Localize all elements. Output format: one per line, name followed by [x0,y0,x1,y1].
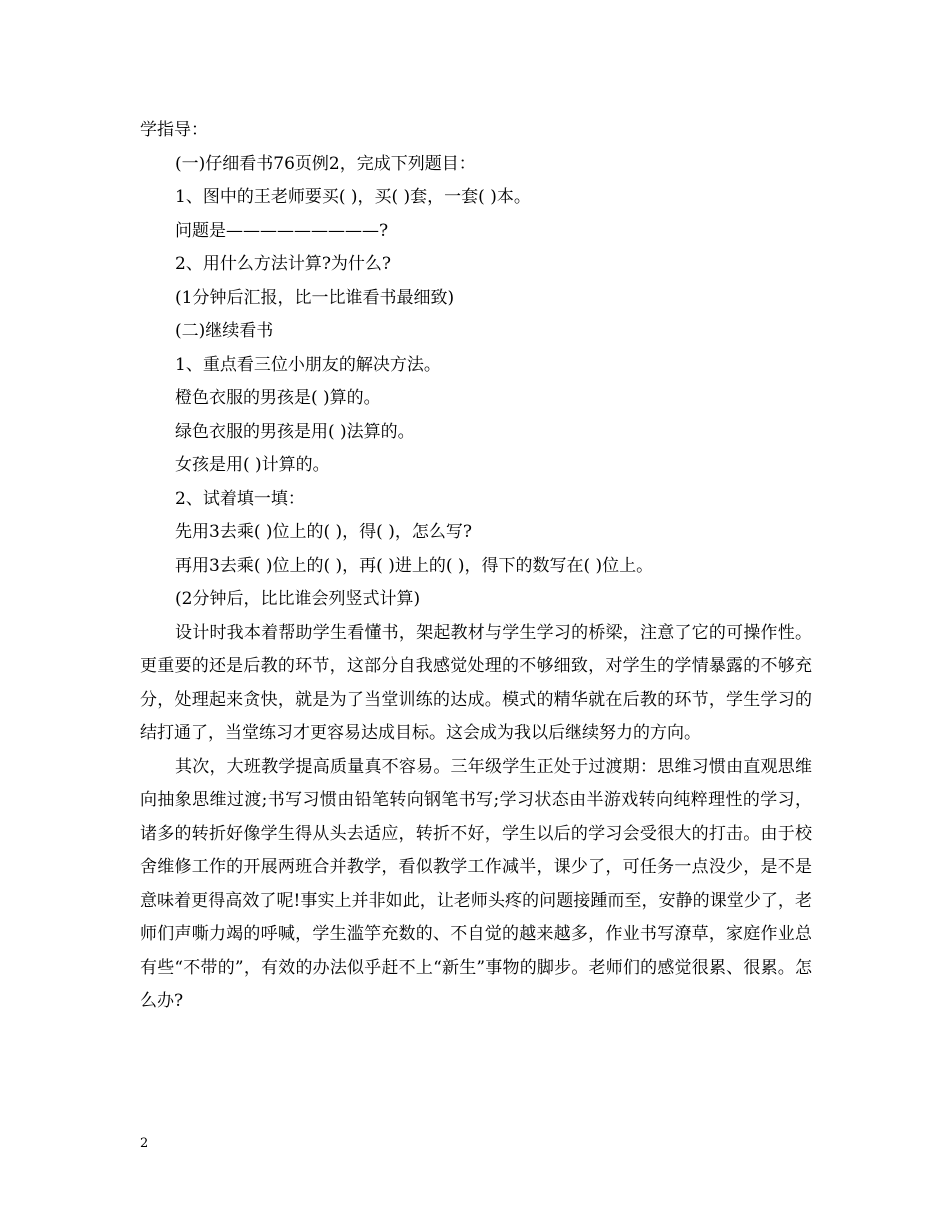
text-line-orange-boy: 橙色衣服的男孩是( )算的。 [175,388,381,408]
text-line-question-2: 2、用什么方法计算?为什么? [175,254,392,274]
text-line-section-2: (二)继续看书 [175,321,274,341]
text-line-step-2: 再用3去乘( )位上的( )，再( )进上的( )，得下的数写在( )位上。 [175,555,654,576]
paragraph-reflection: 设计时我本着帮助学生看懂书，架起教材与学生学习的桥梁，注意了它的可操作性。更重要的还是后教的环节，这部分自我感觉处理的不够细致，对学生的学情暴露的不够充分，处理起来贪快，就是为了当堂训练的达成。模式的精华就在后教的环节，学生学习的结打通了，当堂练习才更容易达成目标。这会成为我以后继续努力的方向。 [140,622,812,743]
text-line-step-1: 先用3去乘( )位上的( )，得( )，怎么写? [175,522,472,542]
text-line-fill-in: 2、试着填一填： [175,488,305,509]
text-line-problem: 问题是—————————? [175,220,389,241]
text-line-note-1: (1分钟后汇报，比一比谁看书最细致) [175,287,455,308]
document-body [140,114,812,1019]
page-number: 2 [140,1136,149,1151]
text-line-green-boy: 绿色衣服的男孩是用( )法算的。 [175,421,415,442]
text-line-focus: 1、重点看三位小朋友的解决方法。 [175,354,441,375]
text-line-heading: 学指导： [140,120,208,140]
text-line-note-2: (2分钟后，比比谁会列竖式计算) [175,589,421,609]
paragraph-class-size: 其次，大班教学提高质量真不容易。三年级学生正处于过渡期：思维习惯由直观思维向抽象思维过渡;书写习惯由铅笔转向钢笔书写;学习状态由半游戏转向纯粹理性的学习，诸多的转折好像学生得从头去适应，转折不好，学生以后的学习会受很大的打击。由于校舍维修工作的开展两班合并教学，看似教学工作减半，课少了，可任务一点没少，是不是意味着更得高效了呢!事实上并非如此，让老师头疼的问题接踵而至，安静的课堂少了，老师们声嘶力竭的呼喊，学生滥竽充数的、不自觉的越来越多，作业书写潦草，家庭作业总有些“不带的”，有效的办法似乎赶不上“新生”事物的脚步。老师们的感觉很累、很累。怎么办? [140,756,812,1011]
text-line-section-1: (一)仔细看书76页例2，完成下列题目： [175,153,476,174]
text-line-question-1: 1、图中的王老师要买( )，买( )套，一套( )本。 [175,187,531,207]
text-line-girl: 女孩是用( )计算的。 [175,455,330,475]
